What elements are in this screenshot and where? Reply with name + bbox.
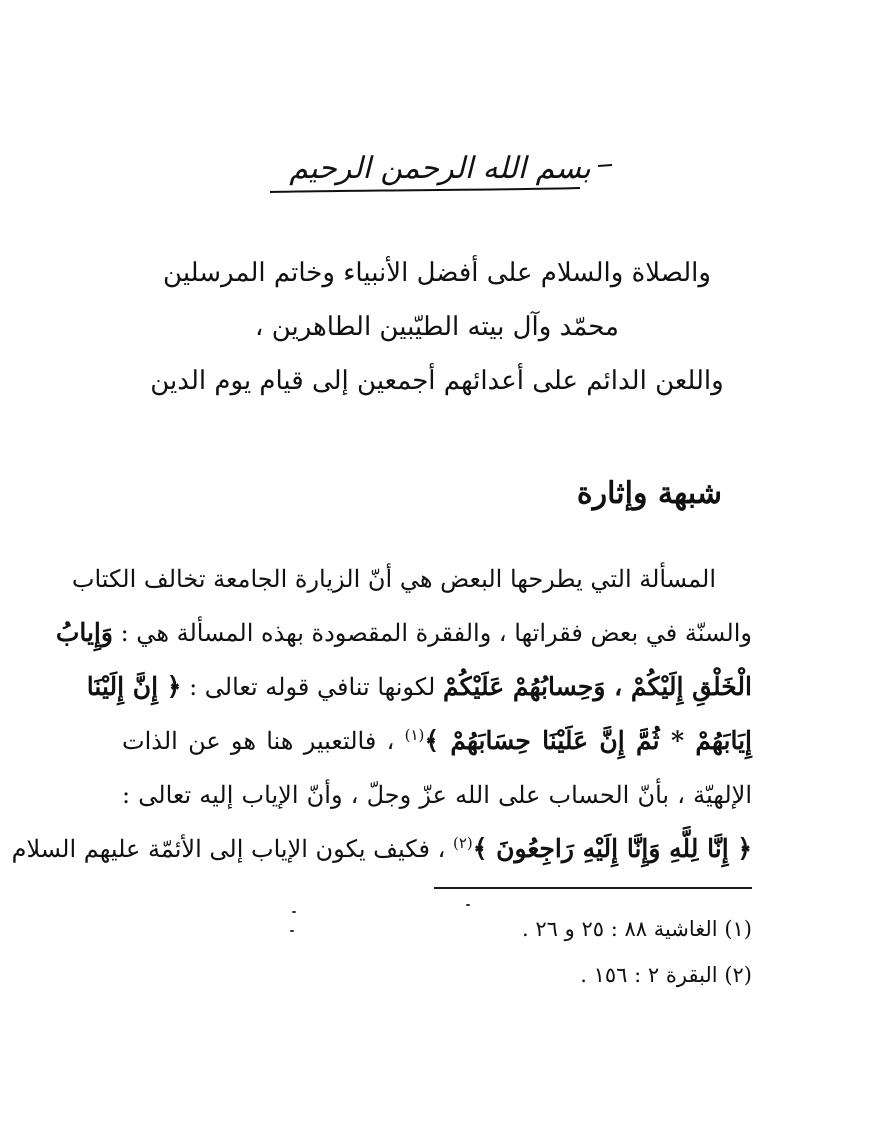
footnote-divider bbox=[434, 887, 752, 889]
footnotes bbox=[522, 906, 752, 998]
paragraph-line bbox=[122, 714, 752, 768]
paragraph-text: ، فالتعبير هنا هو عن الذات bbox=[122, 727, 395, 755]
basmala-text: بسم الله الرحمن الرحيم bbox=[289, 151, 591, 186]
quran-verse: ﴿ إِنَّا لِلَّهِ وَإِنَّا إِلَيْهِ رَاجِعُونَ ﴾ bbox=[472, 834, 752, 863]
paragraph-line: الإلهيّة ، بأنّ الحساب على الله عزّ وجلّ ، وأنّ الإياب إليه تعالى : bbox=[122, 781, 752, 809]
paragraph-text: لكونها تنافي قوله تعالى : bbox=[189, 673, 436, 701]
paragraph-line bbox=[55, 606, 752, 660]
paragraph-line bbox=[86, 660, 752, 714]
basmala-calligraphy bbox=[250, 150, 630, 210]
scan-speck bbox=[466, 904, 470, 906]
footnote-ref: (١) bbox=[404, 726, 425, 744]
scan-speck bbox=[290, 930, 294, 932]
body-paragraph bbox=[11, 552, 752, 876]
paragraph-text: والسنّة في بعض فقراتها ، والفقرة المقصودة بهذه المسألة هي : bbox=[120, 619, 752, 647]
paragraph-line: المسألة التي يطرحها البعض هي أنّ الزيارة الجامعة تخالف الكتاب bbox=[71, 565, 716, 593]
intro-line: محمّد وآل بيته الطيّبين الطاهرين ، bbox=[255, 312, 619, 342]
footnote-ref: (٢) bbox=[452, 834, 473, 852]
section-heading: شبهة وإثارة bbox=[576, 476, 722, 511]
intro-line: واللعن الدائم على أعدائهم أجمعين إلى قيام يوم الدين bbox=[150, 366, 724, 396]
footnote-item: (٢) البقرة ٢ : ١٥٦ . bbox=[580, 963, 752, 987]
footnote-item: (١) الغاشية ٨٨ : ٢٥ و ٢٦ . bbox=[522, 917, 752, 941]
quoted-phrase: وَإِيابُ bbox=[55, 618, 113, 647]
quoted-phrase: الْخَلْقِ إِلَيْكُمْ ، وَحِسابُهُمْ عَلَيْكُمْ bbox=[442, 672, 752, 701]
intro-line: والصلاة والسلام على أفضل الأنبياء وخاتم المرسلين bbox=[163, 258, 711, 288]
paragraph-text: ، فكيف يكون الإياب إلى الأئمّة عليهم السلام bbox=[11, 835, 446, 863]
quran-verse: إِيَابَهُمْ * ثُمَّ إِنَّ عَلَيْنَا حِسَابَهُمْ ﴾ bbox=[424, 726, 752, 755]
quran-verse: ﴿ إِنَّ إِلَيْنَا bbox=[86, 672, 182, 701]
scan-speck bbox=[292, 911, 296, 913]
intro-blessing bbox=[150, 246, 724, 408]
paragraph-line bbox=[11, 822, 752, 876]
